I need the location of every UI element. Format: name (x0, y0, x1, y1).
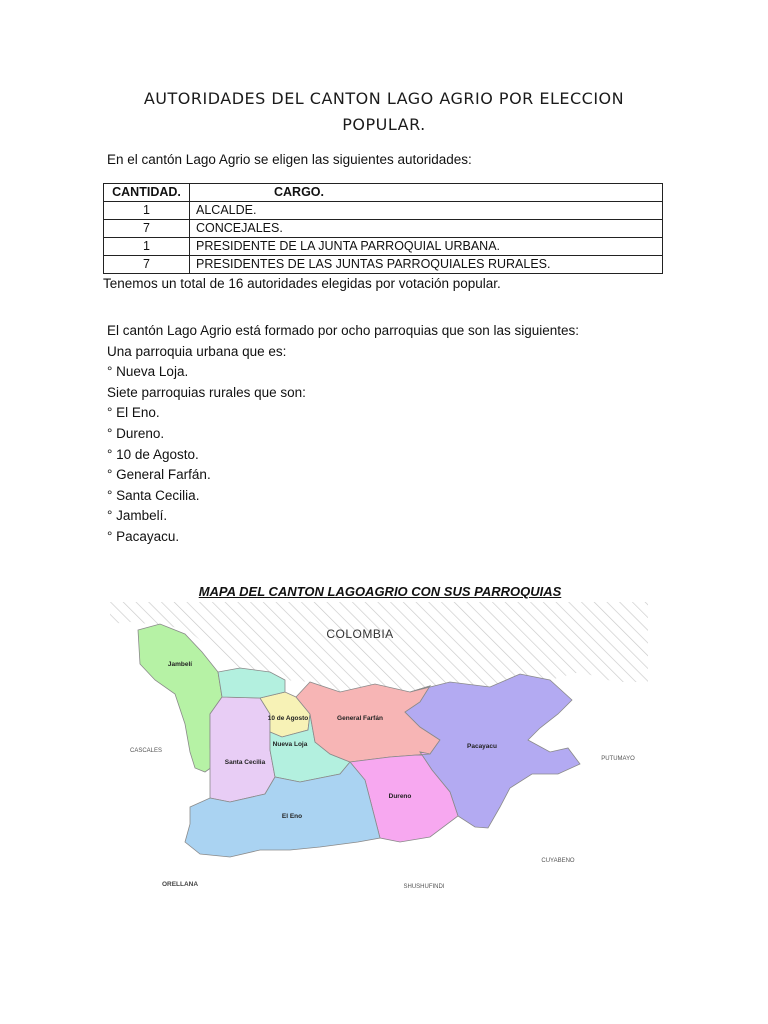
label-pacayacu: Pacayacu (467, 743, 497, 750)
label-cuyabeno: CUYABENO (541, 858, 575, 864)
label-cascales: CASCALES (129, 748, 163, 754)
list-item: ° 10 de Agosto. (107, 446, 199, 462)
rurales-intro: Siete parroquias rurales que son: (107, 384, 306, 400)
authorities-table (103, 183, 663, 274)
label-putumayo: PUTUMAYO (601, 756, 635, 762)
cell-cantidad: 7 (104, 256, 190, 274)
table-row (104, 202, 663, 220)
map-title: MAPA DEL CANTON LAGOAGRIO CON SUS PARROQUIAS (198, 584, 562, 599)
cell-cargo: ALCALDE. (190, 202, 663, 220)
label-el-eno: El Eno (281, 813, 303, 820)
cell-cargo: CONCEJALES. (190, 220, 663, 238)
parroquias-intro: El cantón Lago Agrio está formado por ocho parroquias que son las siguientes: (107, 323, 580, 338)
parroquias-list (107, 321, 579, 548)
label-nueva-loja: Nueva Loja (272, 741, 308, 748)
title-line-1: AUTORIDADES DEL CANTON LAGO AGRIO POR ELECCION (143, 89, 625, 108)
list-item: ° Nueva Loja. (107, 364, 189, 380)
header-cantidad: CANTIDAD. (104, 184, 190, 202)
table-row (104, 220, 663, 238)
label-general-farfan: General Farfán (337, 715, 383, 722)
list-item: ° Santa Cecilia. (107, 487, 200, 503)
cell-cargo: PRESIDENTE DE LA JUNTA PARROQUIAL URBANA. (190, 238, 663, 256)
cell-cantidad: 1 (104, 238, 190, 256)
document-title (100, 86, 668, 138)
label-dureno: Dureno (388, 793, 412, 800)
label-jambeli: Jambelí (167, 661, 193, 668)
total-paragraph: Tenemos un total de 16 autoridades elegidas por votación popular. (103, 276, 501, 291)
title-line-2: POPULAR. (342, 115, 426, 134)
list-item: ° Pacayacu. (107, 528, 180, 544)
list-item: ° Jambelí. (107, 508, 168, 524)
table-header-row (104, 184, 663, 202)
list-item: ° Dureno. (107, 425, 165, 441)
intro-paragraph: En el cantón Lago Agrio se eligen las siguientes autoridades: (107, 152, 472, 167)
label-colombia: COLOMBIA (326, 627, 394, 641)
list-item: ° El Eno. (107, 405, 160, 421)
label-shushufindi: SHUSHUFINDI (403, 884, 445, 890)
cell-cantidad: 1 (104, 202, 190, 220)
canton-map (110, 602, 648, 898)
list-item: ° General Farfán. (107, 467, 211, 483)
region-santa-cecilia (210, 697, 275, 802)
label-diez-agosto: 10 de Agosto (267, 715, 309, 722)
table-row (104, 256, 663, 274)
header-cargo: CARGO. (190, 184, 663, 202)
cell-cantidad: 7 (104, 220, 190, 238)
label-orellana: ORELLANA (161, 881, 199, 888)
urbana-intro: Una parroquia urbana que es: (107, 343, 287, 359)
label-santa-cecilia: Santa Cecilia (224, 759, 266, 766)
cell-cargo: PRESIDENTES DE LAS JUNTAS PARROQUIALES RURALES. (190, 256, 663, 274)
table-row (104, 238, 663, 256)
